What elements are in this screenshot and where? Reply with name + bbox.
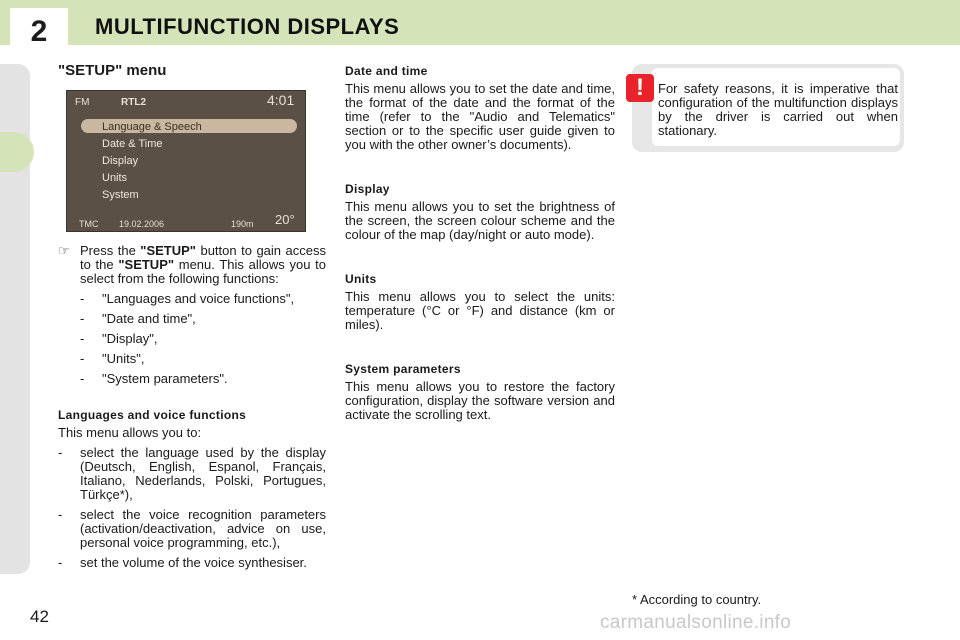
hand-pointer-icon: ☞: [58, 243, 70, 258]
chapter-number: 2: [30, 15, 48, 48]
list-item: - "Units",: [80, 351, 145, 366]
screen-menu-item: System: [102, 189, 139, 201]
screen-status-bar: [67, 91, 305, 111]
left-column: [58, 64, 326, 570]
list-item: - "Languages and voice functions",: [80, 291, 295, 306]
units-heading: Units: [345, 272, 377, 286]
screen-menu-item: Display: [102, 155, 139, 167]
date-time-text: This menu allows you to set the date and time, the format of the date and the format of the time (refer to the "Audio and Telematics" section or to the specific user guide given to you with the other owner’s documents).: [345, 81, 615, 152]
page-title: MULTIFUNCTION DISPLAYS: [95, 14, 400, 39]
screen-station: RTL2: [121, 97, 146, 108]
list-item: - select the voice recognition parameters (activation/deactivation, advice on use, personal voice programming, etc.),: [58, 507, 326, 550]
intro-text: Press the: [80, 243, 141, 258]
list-item: - "Date and time",: [80, 311, 196, 326]
screen-time: 4:01: [267, 92, 295, 108]
intro-text: button to gain access to the: [80, 243, 326, 272]
setup-button-ref: "SETUP": [140, 243, 196, 258]
list-item: - set the volume of the voice synthesiser.: [58, 555, 307, 570]
screen-distance: 190m: [231, 219, 254, 229]
display-text: This menu allows you to set the brightness of the screen, the screen colour scheme and the colour of the map (day/night or auto mode).: [345, 199, 615, 242]
system-parameters-heading: System parameters: [345, 362, 461, 376]
intro-text: menu. This allows you to select from the following functions:: [80, 257, 326, 286]
page-number: 42: [30, 607, 49, 626]
function-list: [58, 292, 326, 386]
setup-menu-ref: "SETUP": [118, 257, 175, 272]
screen-date: 19.02.2006: [119, 219, 165, 229]
footnote: * According to country.: [632, 592, 762, 607]
screen-menu-item: Date & Time: [102, 138, 163, 150]
safety-notice-text: For safety reasons, it is imperative that configuration of the multifunction displays by the driver is carried out when stationary.: [658, 81, 898, 138]
languages-intro: This menu allows you to:: [58, 425, 202, 440]
list-item: - select the language used by the display (Deutsch, English, Espanol, Français, Italiano, Nederlands, Polski, Portugues, Türkçe*),: [58, 445, 326, 502]
list-item: - "System parameters".: [80, 371, 228, 386]
list-item: - "Display",: [80, 331, 158, 346]
screen-menu-item: Language & Speech: [102, 121, 202, 133]
screen-menu-item: Units: [102, 172, 128, 184]
languages-heading: Languages and voice functions: [58, 408, 247, 422]
date-time-heading: Date and time: [345, 64, 428, 78]
screen-temperature: 20°: [275, 212, 295, 227]
screen-source: FM: [75, 97, 90, 108]
screen-bottom-bar: [67, 211, 305, 231]
system-parameters-text: This menu allows you to restore the factory configuration, display the software version and activate the scrolling text.: [345, 379, 615, 422]
screen-tmc: TMC: [79, 219, 99, 229]
section-title: "SETUP" menu: [58, 62, 167, 79]
middle-column: [345, 64, 615, 422]
setup-menu-screenshot: [66, 90, 306, 232]
intro-paragraph: [58, 244, 326, 286]
display-heading: Display: [345, 182, 390, 196]
watermark: carmanualsonline.info: [600, 612, 792, 633]
warning-exclamation-icon: !: [626, 74, 654, 102]
units-text: This menu allows you to select the units: temperature (°C or °F) and distance (km or miles).: [345, 289, 615, 332]
languages-list: [58, 446, 326, 570]
